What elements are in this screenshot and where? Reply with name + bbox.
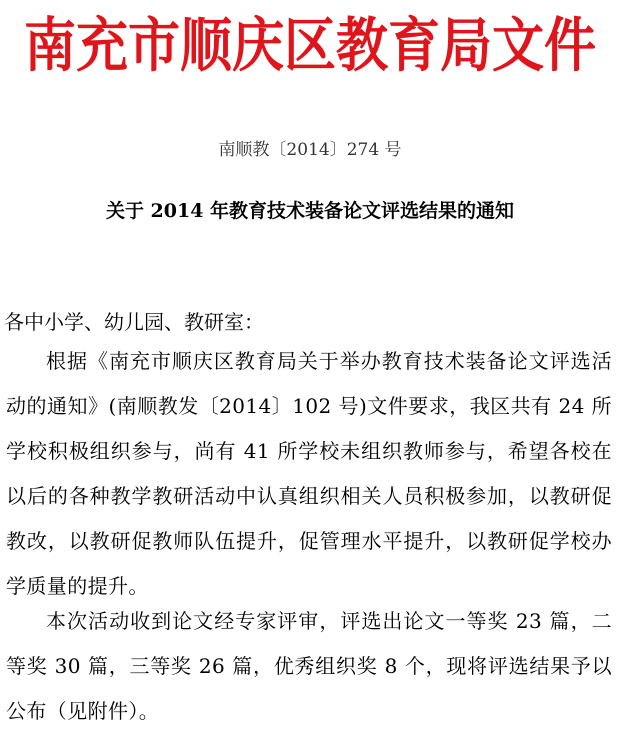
body-paragraph-1: 根据《南充市顺庆区教育局关于举办教育技术装备论文评选活动的通知》(南顺教发〔2014〕102 号)文件要求，我区共有 24 所学校积极组织参与，尚有 41 所学校未组织教师参与，希望各校在以后的各种教学教研活动中认真组织相关人员积极参加，以教研促教改，以教研促教师队伍提升，促管理水平提升，以教研促学校办学质量的提升。 (6, 349, 612, 598)
document-number: 南顺教〔2014〕274 号 (218, 140, 402, 160)
body-paragraph-2: 本次活动收到论文经专家评审，评选出论文一等奖 23 篇，二等奖 30 篇，三等奖 26 篇，优秀组织奖 8 个，现将评选结果予以公布（见附件）。 (6, 609, 612, 723)
salutation: 各中小学、幼儿园、教研室： (4, 310, 264, 334)
document-header-title: 南充市顺庆区教育局文件 (23, 12, 596, 80)
notice-title: 关于 2014 年教育技术装备论文评选结果的通知 (105, 200, 515, 222)
